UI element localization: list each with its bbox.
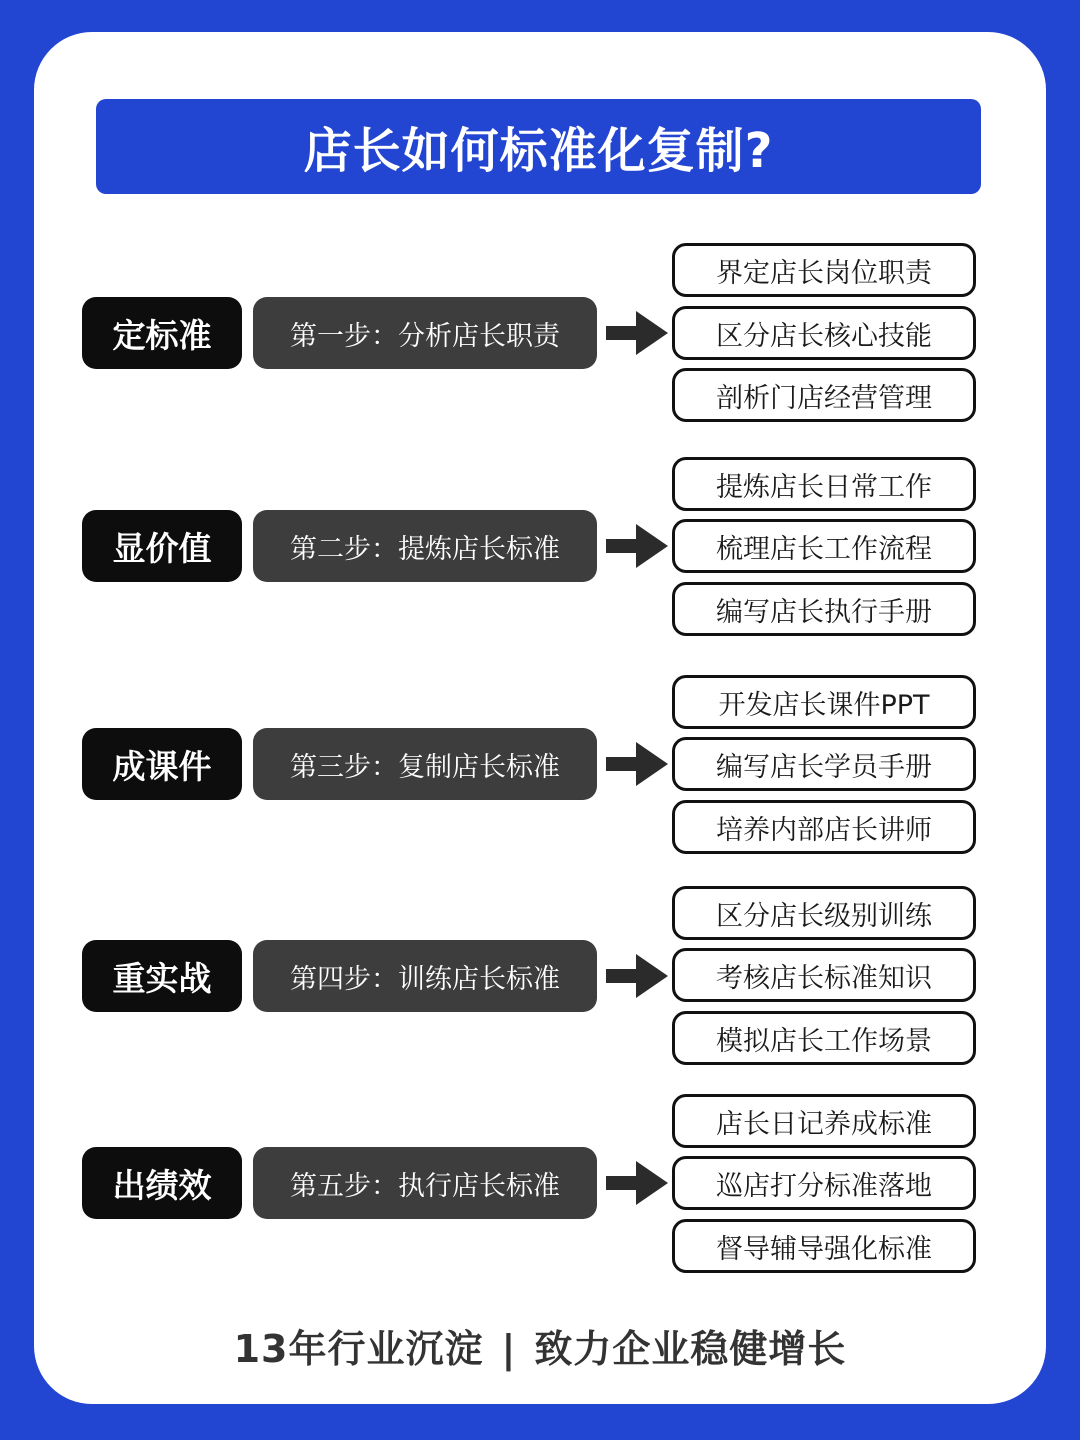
step-row-5 [0, 1092, 1080, 1282]
right-arrow-icon [606, 954, 670, 998]
task-box: 巡店打分标准落地 [672, 1156, 976, 1210]
task-box: 培养内部店长讲师 [672, 800, 976, 854]
task-box: 区分店长核心技能 [672, 306, 976, 360]
right-arrow-icon [606, 1161, 670, 1205]
right-arrow-icon [606, 524, 670, 568]
step-row-1 [0, 240, 1080, 430]
step-label: 第一步：分析店长职责 [253, 297, 597, 369]
task-box: 界定店长岗位职责 [672, 243, 976, 297]
task-box: 开发店长课件PPT [672, 675, 976, 729]
phase-label: 定标准 [82, 297, 242, 369]
task-box: 提炼店长日常工作 [672, 457, 976, 511]
phase-label: 成课件 [82, 728, 242, 800]
phase-label: 显价值 [82, 510, 242, 582]
title-banner [96, 99, 981, 194]
task-box: 考核店长标准知识 [672, 948, 976, 1002]
step-row-3 [0, 673, 1080, 863]
task-box: 梳理店长工作流程 [672, 519, 976, 573]
footer-slogan [0, 1318, 1080, 1373]
page-title: 店长如何标准化复制? [303, 123, 774, 179]
task-box: 模拟店长工作场景 [672, 1011, 976, 1065]
footer-right: 致力企业稳健增长 [534, 1327, 847, 1371]
footer-left: 13年行业沉淀 [233, 1327, 484, 1371]
step-label: 第三步：复制店长标准 [253, 728, 597, 800]
phase-label: 重实战 [82, 940, 242, 1012]
task-box: 督导辅导强化标准 [672, 1219, 976, 1273]
phase-label: 出绩效 [82, 1147, 242, 1219]
step-row-4 [0, 884, 1080, 1074]
step-label: 第五步：执行店长标准 [253, 1147, 597, 1219]
step-label: 第二步：提炼店长标准 [253, 510, 597, 582]
task-box: 店长日记养成标准 [672, 1094, 976, 1148]
step-label: 第四步：训练店长标准 [253, 940, 597, 1012]
task-box: 编写店长执行手册 [672, 582, 976, 636]
step-row-2 [0, 455, 1080, 645]
right-arrow-icon [606, 742, 670, 786]
task-box: 剖析门店经营管理 [672, 368, 976, 422]
task-box: 编写店长学员手册 [672, 737, 976, 791]
right-arrow-icon [606, 311, 670, 355]
task-box: 区分店长级别训练 [672, 886, 976, 940]
footer-separator: | [501, 1327, 517, 1371]
